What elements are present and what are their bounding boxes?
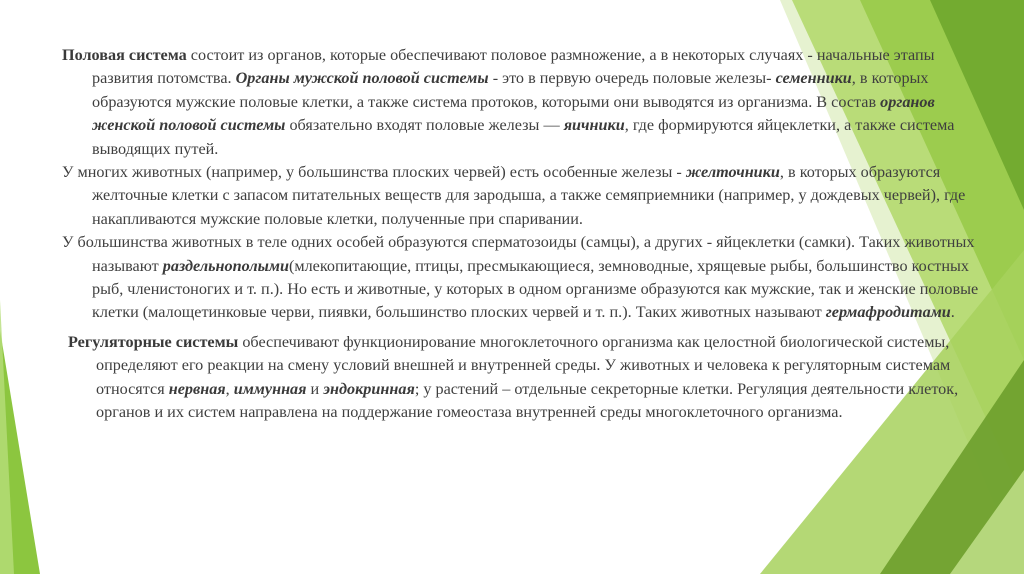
text-run: . bbox=[950, 303, 955, 322]
text-run: , где формируются яйцеклетки, а также система выводящих путей. bbox=[92, 116, 955, 158]
text-run: , в которых образуются желточные клетки с запасом питательных веществ для зародыша, а также семяприемники (например, у дождевых червей), где накапливаются мужские половые клетки, полученные при спаривании. bbox=[92, 163, 966, 228]
term-text: иммунная bbox=[233, 379, 307, 398]
term-text: эндокринная bbox=[323, 379, 415, 398]
term-text: нервная bbox=[168, 379, 226, 398]
term-text: органов женской половой системы bbox=[92, 92, 935, 135]
term-text: гермафродитами bbox=[825, 303, 951, 322]
paragraph-yolk-glands bbox=[62, 161, 980, 231]
bold-italic-term bbox=[236, 69, 489, 87]
term-text: раздельнополыми bbox=[162, 256, 289, 275]
bold-italic-term bbox=[169, 380, 226, 398]
text-run: обязательно входят половые железы — bbox=[285, 116, 564, 135]
paragraph-dioecious-hermaphrodite bbox=[62, 231, 980, 325]
bold-italic-term bbox=[826, 303, 951, 321]
text-run: - это в первую очередь половые железы- bbox=[488, 69, 776, 88]
text-run: и bbox=[306, 379, 324, 398]
bold-term: Половая система bbox=[62, 46, 187, 64]
text-run: состоит из органов, которые обеспечивают половое размножение, а в некоторых случаях - начальные этапы развития потомства. bbox=[92, 46, 935, 88]
text-run: (млекопитающие, птицы, пресмыкающиеся, земноводные, хрящевые рыбы, большинство костных рыб, членистоногих и т. п.). Но есть и животные, у которых в одном организме образуются как мужские, так и женские половые клетки (малощетинковые черви, пиявки, большинство плоских червей и т. п.). Таких животных называют bbox=[92, 256, 979, 322]
text-run: , в которых образуются мужские половые клетки, а также система протоков, которыми они выводятся из организма. В состав bbox=[92, 69, 929, 111]
bold-italic-term bbox=[776, 69, 852, 87]
bold-italic-term bbox=[564, 116, 625, 134]
bold-term: Регуляторные системы bbox=[68, 332, 239, 351]
paragraph-regulatory-systems bbox=[62, 331, 980, 425]
text-run: ; у растений – отдельные секреторные клетки. Регуляция деятельности клеток, органов и их систем направлена на поддержание гомеостаза внутренней среды многоклеточного организма. bbox=[96, 379, 959, 422]
term-text: семенники bbox=[775, 69, 852, 88]
term-text: яичники bbox=[563, 116, 625, 135]
text-run: У большинства животных в теле одних особей образуются сперматозоиды (самцы), а других - яйцеклетки (самки). Таких животных называют bbox=[62, 233, 975, 275]
bold-italic-term bbox=[323, 380, 415, 398]
term-text: Органы мужской половой системы bbox=[235, 69, 489, 88]
paragraph-reproductive-system bbox=[62, 44, 980, 161]
bold-italic-term bbox=[686, 163, 780, 181]
text-run: обеспечивают функционирование многоклеточного организма как целостной биологической системы, определяют его реакции на смену условий внешней и внутренней среды. У животных и человека к регуляторным системам относятся bbox=[96, 332, 951, 398]
text-run: У многих животных (например, у большинства плоских червей) есть особенные железы - bbox=[62, 163, 686, 182]
text-body bbox=[62, 44, 980, 425]
term-text: желточники bbox=[685, 163, 780, 182]
bold-italic-term bbox=[234, 380, 307, 398]
bold-italic-term bbox=[163, 257, 289, 275]
text-run: , bbox=[225, 379, 234, 398]
